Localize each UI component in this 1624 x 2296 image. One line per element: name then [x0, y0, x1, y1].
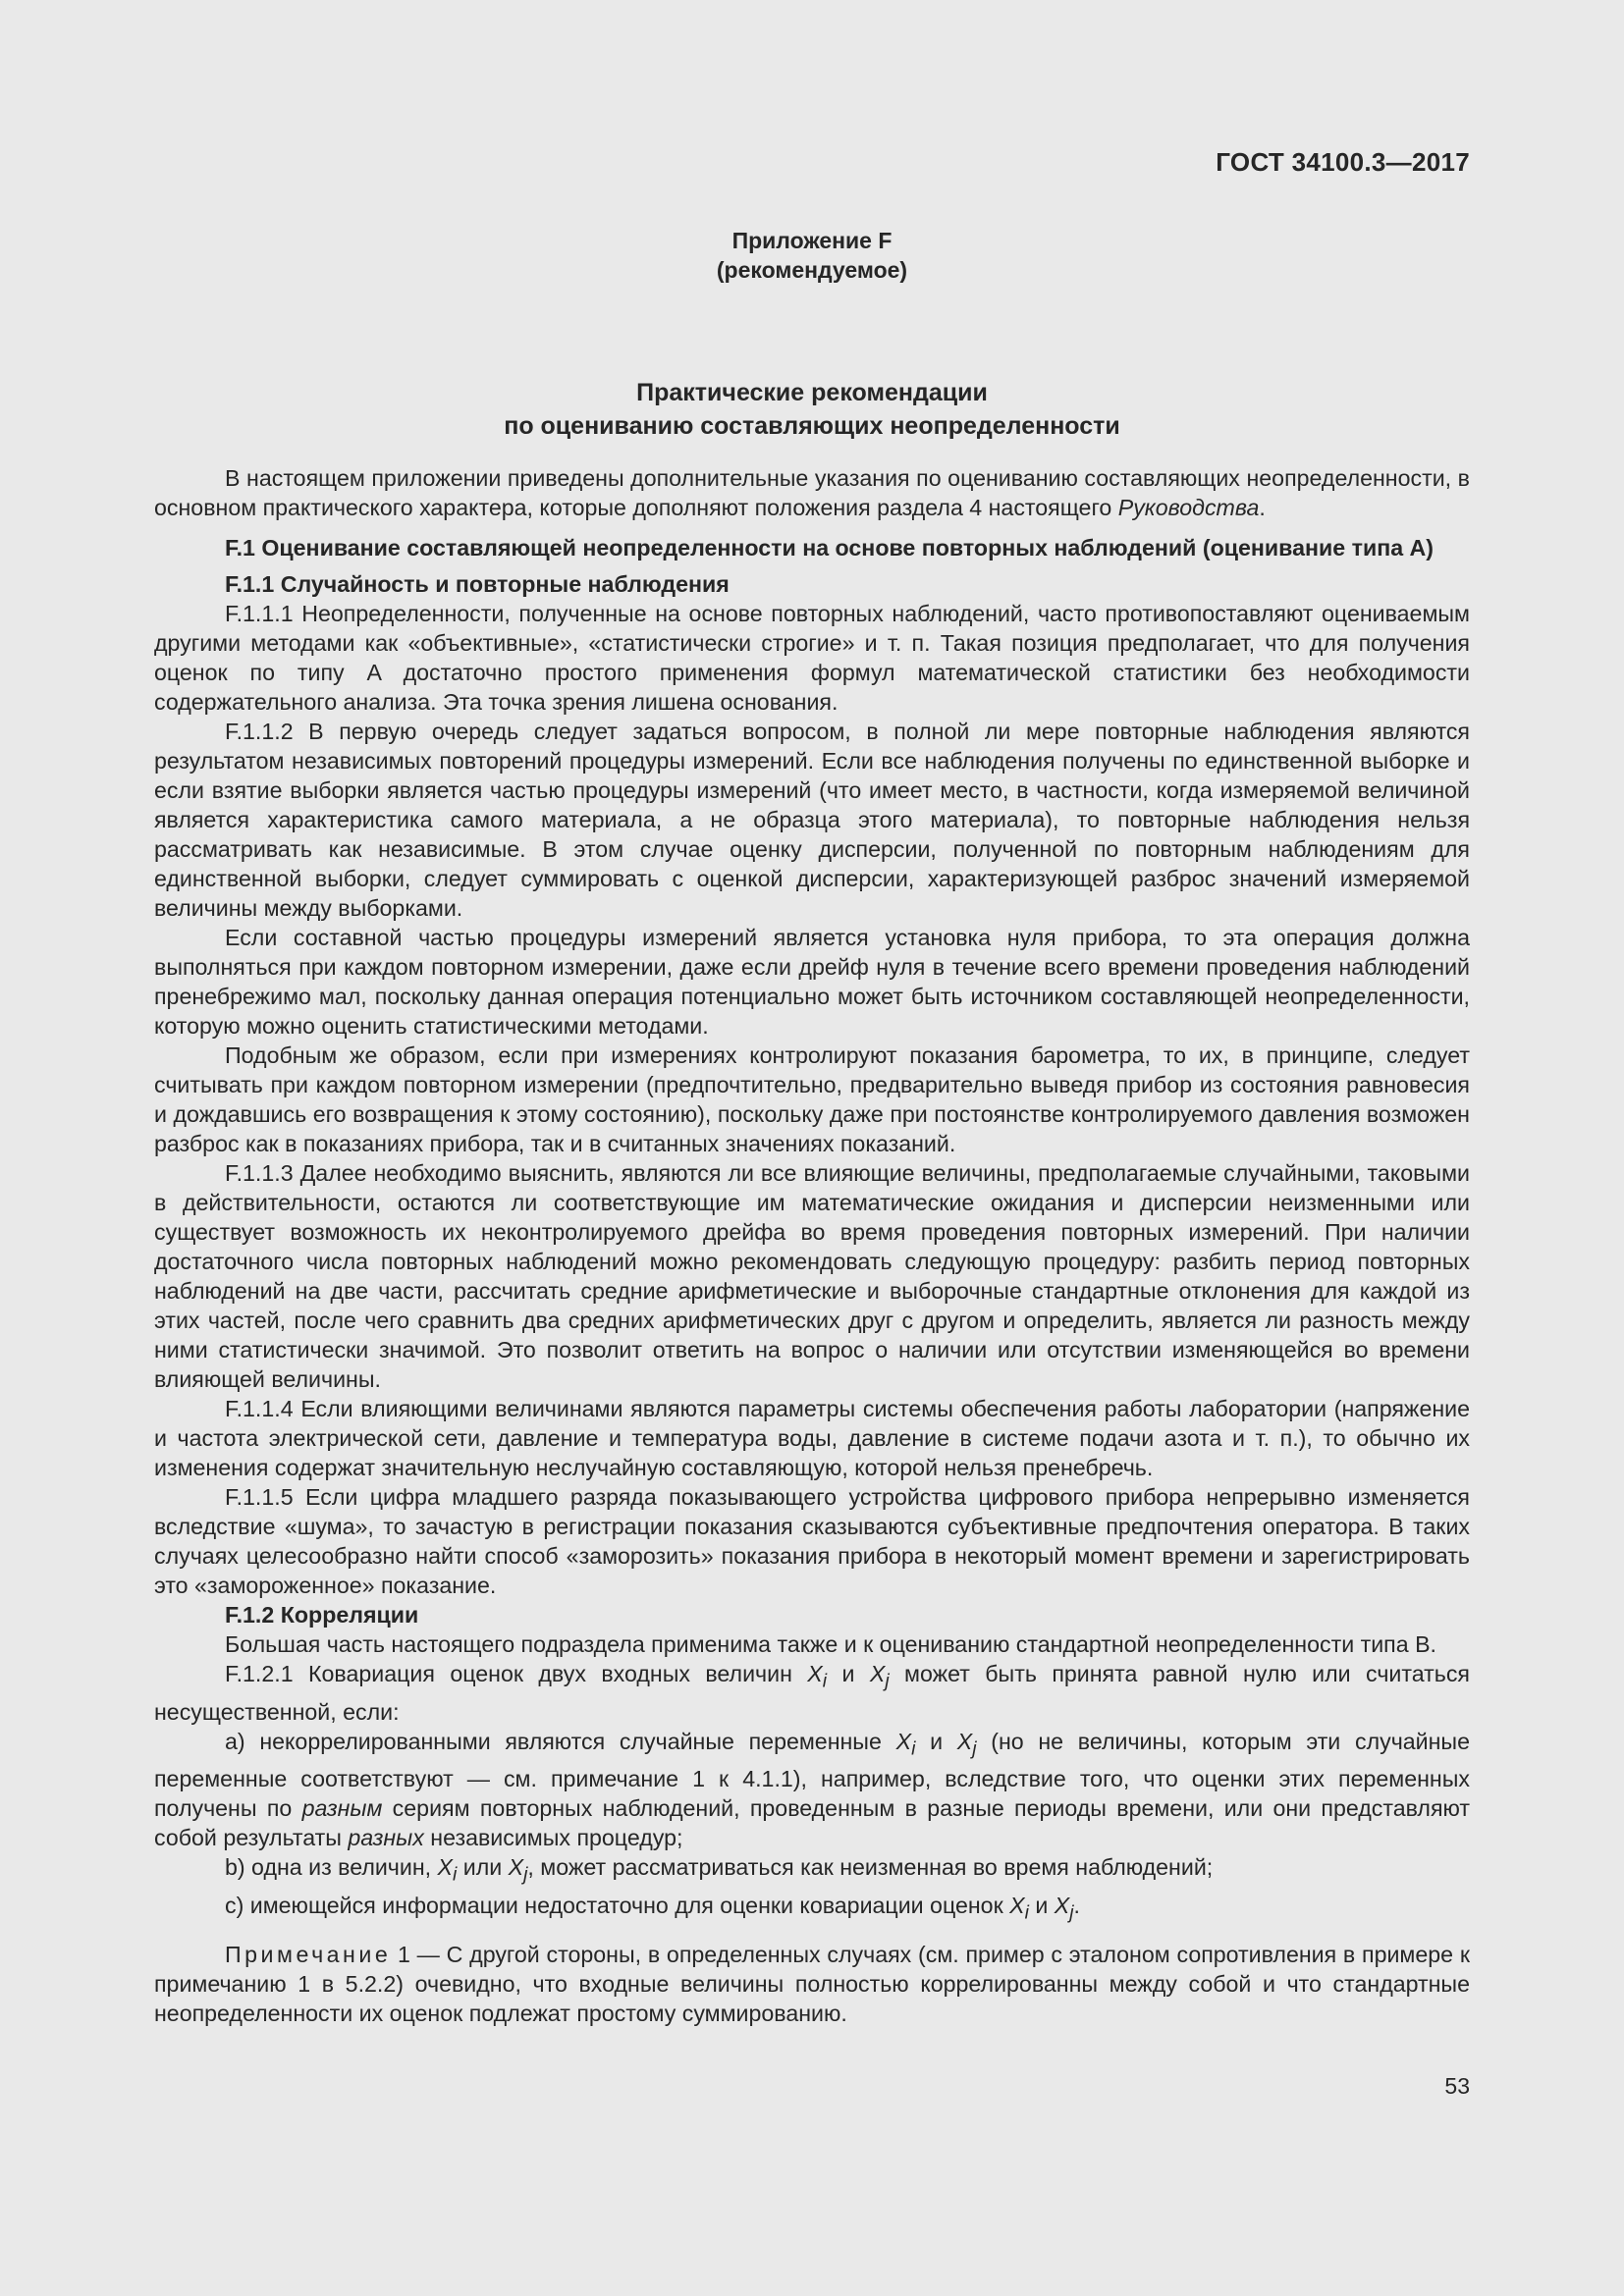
paragraph-f115: F.1.1.5 Если цифра младшего разряда показывающего устройства цифрового прибора непрерывно изменяется вследствие «шума», то зачастую в регистрации показания сказываются субъективные предпочтения оператора. В таких случаях целесообразно найти способ «заморозить» показания прибора в некоторый момент времени и зарегистрировать это «замороженное» показание.: [154, 1484, 1470, 1598]
annex-type: (рекомендуемое): [716, 257, 908, 283]
paragraph-f114: F.1.1.4 Если влияющими величинами являются параметры системы обеспечения работы лаборатории (напряжение и частота электрической сети, давление и температура воды, давление в системе подачи азота и т. п.), то обычно их изменения содержат значительную неслучайную составляющую, которой нельзя пренебречь.: [154, 1396, 1470, 1480]
page-number: 53: [1444, 2073, 1470, 2099]
list-item-c: c) имеющейся информации недостаточно для оценки ковариации оценок $X_i$ и $X_j$.: [225, 1892, 1080, 1924]
title-line-1: Практические рекомендации: [636, 379, 988, 406]
note-1: Примечание 1 — С другой стороны, в определенных случаях (см. пример с эталоном сопротивления в примере к примечанию 1 в 5.2.2) очевидно, что входные величины полностью коррелированны между собой и что стандартные неопределенности их оценок подлежат простому суммированию.: [154, 1941, 1470, 2026]
document-page: [154, 0, 1470, 2296]
annex-heading: [154, 226, 1470, 285]
section-heading-f1: F.1 Оценивание составляющей неопределенности на основе повторных наблюдений (оценивание типа A): [225, 535, 1435, 561]
title-line-2: по оцениванию составляющих неопределенности: [504, 412, 1120, 440]
paragraph-f12-intro: Большая часть настоящего подраздела применима также и к оцениванию стандартной неопределенности типа B.: [225, 1631, 1436, 1657]
paragraph-f121: F.1.2.1 Ковариация оценок двух входных величин $X_i$ и $X_j$ может быть принята равной нулю или считаться несущественной, если:: [154, 1661, 1470, 1725]
list-item-a: а) некоррелированными являются случайные переменные $X_i$ и $X_j$ (но не величины, которым эти случайные переменные соответствуют — см. примечание 1 к 4.1.1), например, вследствие того, что оценки этих переменных получены по разным сериям повторных наблюдений, проведенным в разные периоды времени, или они представляют собой результаты разных независимых процедур;: [154, 1728, 1471, 1851]
list-item-b: b) одна из величин, $X_i$ или $X_j$, может рассматриваться как неизменная во время наблюдений;: [225, 1854, 1214, 1886]
document-title: [154, 376, 1470, 443]
paragraph-barometer: Подобным же образом, если при измерениях контролируют показания барометра, то их, в принципе, следует считывать при каждом повторном измерении (предпочтительно, предварительно выведя прибор из состояния равновесия и дождавшись его возвращения к этому состоянию), поскольку даже при постоянстве контролируемого давления возможен разброс как в показаниях прибора, так и в считанных значениях показаний.: [154, 1042, 1470, 1156]
document-body: [154, 463, 1470, 2028]
paragraph-f113: F.1.1.3 Далее необходимо выяснить, являются ли все влияющие величины, предполагаемые случайными, таковыми в действительности, остаются ли соответствующие им математические ожидания и дисперсии неизменными или существует возможность их неконтролируемого дрейфа во время проведения повторных измерений. При наличии достаточного числа повторных наблюдений можно рекомендовать следующую процедуру: разбить период повторных наблюдений на две части, рассчитать средние арифметические и выборочные стандартные отклонения для каждой из этих частей, после чего сравнить два средних арифметических друг с другом и определить, является ли разность между ними статистически значимой. Это позволит ответить на вопрос о наличии или отсутствии изменяющейся во времени влияющей величины.: [154, 1160, 1470, 1392]
paragraph-f111: F.1.1.1 Неопределенности, полученные на основе повторных наблюдений, часто противопоставляют оцениваемым другими методами как «объективные», «статистически строгие» и т. п. Такая позиция предполагает, что для получения оценок по типу A достаточно простого применения формул математической статистики без необходимости содержательного анализа. Эта точка зрения лишена основания.: [154, 601, 1470, 715]
subsection-heading-f12: F.1.2 Корреляции: [225, 1602, 419, 1628]
annex-label: Приложение F: [731, 228, 893, 253]
subsection-heading-f11: F.1.1 Случайность и повторные наблюдения: [225, 571, 730, 597]
standard-designation: ГОСТ 34100.3—2017: [1216, 147, 1470, 177]
emphasis: Руководства: [1117, 495, 1260, 520]
note-label: Примечание: [225, 1941, 392, 1967]
intro-paragraph: В настоящем приложении приведены дополнительные указания по оцениванию составляющих неопределенности, в основном практического характера, которые дополняют положения раздела 4 настоящего Руководства.: [154, 465, 1470, 520]
paragraph-f112: F.1.1.2 В первую очередь следует задаться вопросом, в полной ли мере повторные наблюдения являются результатом независимых повторений процедуры измерений. Если все наблюдения получены по единственной выборке и если взятие выборки является частью процедуры измерений (что имеет место, в частности, когда измеряемой величиной является характеристика самого материала, а не образца этого материала), то повторные наблюдения нельзя рассматривать как независимые. В этом случае оценку дисперсии, полученной по повторным наблюдениям для единственной выборки, следует суммировать с оценкой дисперсии, характеризующей разброс значений измеряемой величины между выборками.: [154, 719, 1470, 921]
paragraph-zero-setting: Если составной частью процедуры измерений является установка нуля прибора, то эта операция должна выполняться при каждом повторном измерении, даже если дрейф нуля в течение всего времени проведения наблюдений пренебрежимо мал, поскольку данная операция потенциально может быть источником составляющей неопределенности, которую можно оценить статистическими методами.: [154, 925, 1470, 1039]
